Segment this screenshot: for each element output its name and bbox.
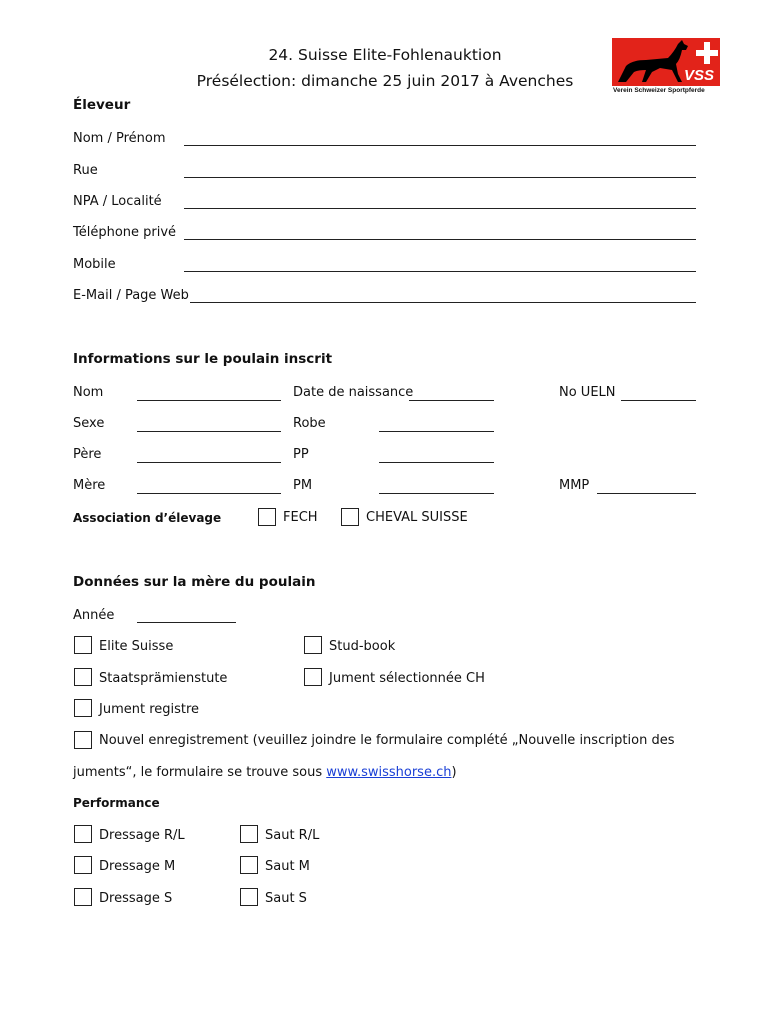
staats-label: Staatsprämienstute bbox=[99, 671, 228, 686]
cheval-suisse-checkbox[interactable] bbox=[341, 508, 359, 526]
saut-s-label: Saut S bbox=[265, 891, 307, 906]
pm-label: PM bbox=[293, 478, 313, 493]
performance-heading: Performance bbox=[73, 796, 160, 810]
nouvel-suffix: ) bbox=[451, 765, 457, 780]
selected-checkbox[interactable] bbox=[304, 668, 322, 686]
foal-name-field[interactable] bbox=[137, 400, 281, 401]
coat-label: Robe bbox=[293, 416, 326, 431]
dam-heading: Données sur la mère du poulain bbox=[73, 574, 316, 590]
nouvel-label-cont bbox=[73, 765, 457, 780]
year-field[interactable] bbox=[137, 622, 236, 623]
pm-field[interactable] bbox=[379, 493, 494, 494]
dressage-m-checkbox[interactable] bbox=[74, 856, 92, 874]
mobile-label: Mobile bbox=[73, 257, 116, 272]
elite-label: Elite Suisse bbox=[99, 639, 174, 654]
registre-checkbox[interactable] bbox=[74, 699, 92, 717]
saut-rl-label: Saut R/L bbox=[265, 828, 320, 843]
mmp-label: MMP bbox=[559, 478, 590, 493]
dob-field[interactable] bbox=[409, 400, 494, 401]
street-label: Rue bbox=[73, 163, 98, 178]
nouvel-label: Nouvel enregistrement (veuillez joindre le formulaire complété „Nouvelle inscription des bbox=[99, 733, 675, 748]
coat-field[interactable] bbox=[379, 431, 494, 432]
studbook-label: Stud-book bbox=[329, 639, 396, 654]
registre-label: Jument registre bbox=[99, 702, 200, 717]
zip-label: NPA / Localité bbox=[73, 194, 162, 209]
dressage-s-label: Dressage S bbox=[99, 891, 173, 906]
dressage-s-checkbox[interactable] bbox=[74, 888, 92, 906]
dam-field[interactable] bbox=[137, 493, 281, 494]
swisshorse-link[interactable]: www.swisshorse.ch bbox=[326, 765, 452, 780]
saut-m-checkbox[interactable] bbox=[240, 856, 258, 874]
mobile-field[interactable] bbox=[184, 271, 696, 272]
zip-field[interactable] bbox=[184, 208, 696, 209]
fech-checkbox[interactable] bbox=[258, 508, 276, 526]
pp-label: PP bbox=[293, 447, 309, 462]
studbook-checkbox[interactable] bbox=[304, 636, 322, 654]
page-subtitle: Présélection: dimanche 25 juin 2017 à Avenches bbox=[196, 72, 574, 90]
dressage-rl-checkbox[interactable] bbox=[74, 825, 92, 843]
saut-s-checkbox[interactable] bbox=[240, 888, 258, 906]
mmp-field[interactable] bbox=[597, 493, 696, 494]
breeder-heading: Éleveur bbox=[73, 97, 131, 113]
email-field[interactable] bbox=[190, 302, 696, 303]
phone-label: Téléphone privé bbox=[73, 225, 177, 240]
name-field[interactable] bbox=[184, 145, 696, 146]
email-label: E-Mail / Page Web bbox=[73, 288, 189, 303]
cheval-suisse-label: CHEVAL SUISSE bbox=[366, 510, 468, 525]
year-label: Année bbox=[73, 608, 115, 623]
saut-rl-checkbox[interactable] bbox=[240, 825, 258, 843]
elite-checkbox[interactable] bbox=[74, 636, 92, 654]
staats-checkbox[interactable] bbox=[74, 668, 92, 686]
svg-text:Verein Schweizer Sportpferde: Verein Schweizer Sportpferde bbox=[613, 87, 705, 94]
dressage-m-label: Dressage M bbox=[99, 859, 176, 874]
dressage-rl-label: Dressage R/L bbox=[99, 828, 185, 843]
street-field[interactable] bbox=[184, 177, 696, 178]
selected-label: Jument sélectionnée CH bbox=[329, 671, 485, 686]
svg-text:VSS: VSS bbox=[684, 67, 715, 84]
fech-label: FECH bbox=[283, 510, 318, 525]
page-title: 24. Suisse Elite-Fohlenauktion bbox=[268, 46, 502, 64]
association-label: Association d’élevage bbox=[73, 511, 222, 525]
sex-field[interactable] bbox=[137, 431, 281, 432]
pp-field[interactable] bbox=[379, 462, 494, 463]
ueln-field[interactable] bbox=[621, 400, 696, 401]
name-label: Nom / Prénom bbox=[73, 131, 166, 146]
nouvel-text: juments“, le formulaire se trouve sous bbox=[73, 765, 327, 780]
dob-label: Date de naissance bbox=[293, 385, 414, 400]
vss-logo bbox=[612, 38, 720, 94]
foal-heading: Informations sur le poulain inscrit bbox=[73, 351, 333, 367]
sire-field[interactable] bbox=[137, 462, 281, 463]
ueln-label: No UELN bbox=[559, 385, 616, 400]
foal-name-label: Nom bbox=[73, 385, 104, 400]
nouvel-checkbox[interactable] bbox=[74, 731, 92, 749]
phone-field[interactable] bbox=[184, 239, 696, 240]
dam-label: Mère bbox=[73, 478, 106, 493]
sire-label: Père bbox=[73, 447, 102, 462]
saut-m-label: Saut M bbox=[265, 859, 310, 874]
sex-label: Sexe bbox=[73, 416, 105, 431]
